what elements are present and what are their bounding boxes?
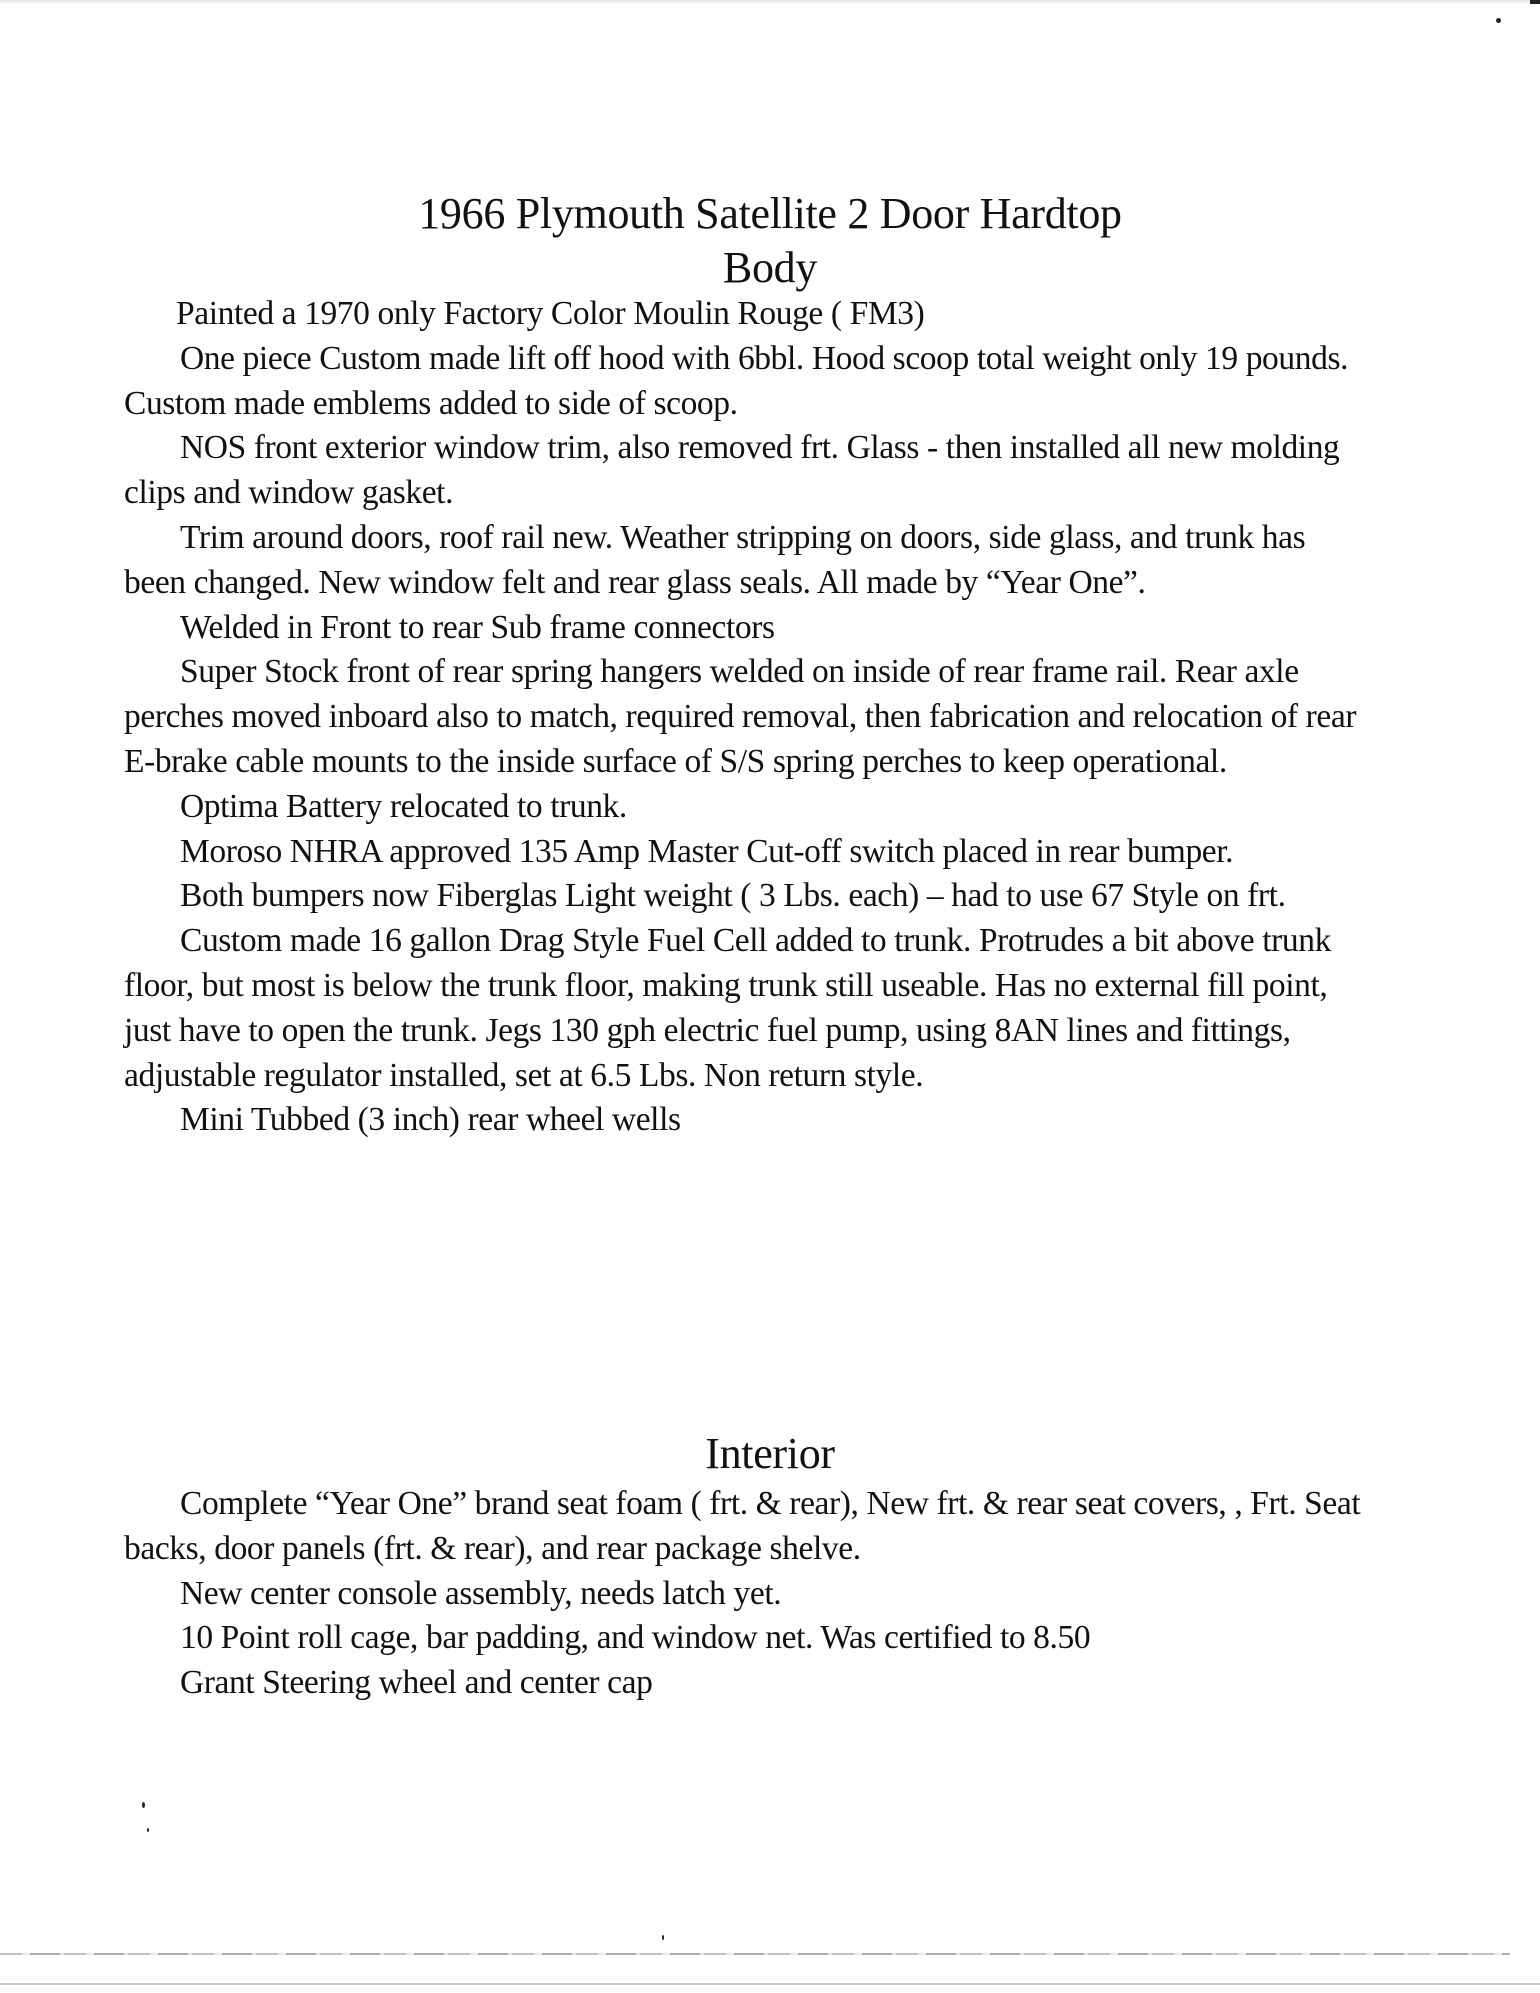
body-paragraph: Moroso NHRA approved 135 Amp Master Cut-off switch placed in rear bumper. bbox=[180, 832, 1234, 870]
scan-footer-line bbox=[0, 1953, 1510, 1955]
section-heading-body: Body bbox=[722, 243, 818, 292]
body-paragraph: Mini Tubbed (3 inch) rear wheel wells bbox=[180, 1101, 681, 1139]
interior-paragraph: Complete “Year One” brand seat foam ( frt. & rear), New frt. & rear seat covers, , Frt. Seat backs, door panels (frt. & rear), and rear package shelve. bbox=[124, 1485, 1361, 1567]
body-paragraph: Both bumpers now Fiberglas Light weight ( 3 Lbs. each) – had to use 67 Style on frt. bbox=[180, 877, 1286, 915]
body-paragraph: NOS front exterior window trim, also removed frt. Glass - then installed all new molding clips and window gasket. bbox=[124, 429, 1340, 512]
body-paragraph: Trim around doors, roof rail new. Weather stripping on doors, side glass, and trunk has been changed. New window felt and rear glass seals. All made by “Year One”. bbox=[124, 518, 1306, 601]
body-paragraph: Custom made 16 gallon Drag Style Fuel Cell added to trunk. Protrudes a bit above trunk floor, but most is below the trunk floor, making trunk still useable. Has no external fill point, just have to open the trunk. Jegs 130 gph electric fuel pump, using 8AN lines and fittings, adjustable regulator installed, set at 6.5 Lbs. Non return style. bbox=[124, 922, 1331, 1094]
section-heading-interior: Interior bbox=[705, 1429, 835, 1478]
scan-bottom-edge bbox=[0, 1983, 1540, 1985]
body-section bbox=[124, 292, 1374, 1143]
interior-section bbox=[124, 1482, 1374, 1706]
interior-paragraph: New center console assembly, needs latch yet. bbox=[180, 1574, 782, 1612]
body-paragraph: Welded in Front to rear Sub frame connectors bbox=[180, 608, 775, 646]
document-title: 1966 Plymouth Satellite 2 Door Hardtop bbox=[418, 189, 1122, 238]
scan-speck bbox=[142, 1802, 145, 1808]
body-paragraph: Painted a 1970 only Factory Color Moulin Rouge ( FM3) bbox=[176, 295, 925, 332]
scan-speck bbox=[662, 1935, 664, 1940]
scan-speck bbox=[147, 1828, 149, 1832]
body-paragraph: Optima Battery relocated to trunk. bbox=[180, 787, 627, 825]
interior-paragraph: Grant Steering wheel and center cap bbox=[180, 1664, 653, 1702]
body-paragraph: One piece Custom made lift off hood with 6bbl. Hood scoop total weight only 19 pounds. Custom made emblems added to side of scoop. bbox=[124, 339, 1349, 422]
body-paragraph: Super Stock front of rear spring hangers welded on inside of rear frame rail. Rear axle perches moved inboard also to match, required removal, then fabrication and relocation of rear E-brake cable mounts to the inside surface of S/S spring perches to keep operational. bbox=[124, 653, 1357, 780]
scan-top-edge bbox=[0, 0, 1540, 4]
interior-paragraph: 10 Point roll cage, bar padding, and window net. Was certified to 8.50 bbox=[180, 1619, 1091, 1657]
scan-corner-mark bbox=[1530, 0, 1540, 4]
scan-speck bbox=[1496, 18, 1501, 23]
